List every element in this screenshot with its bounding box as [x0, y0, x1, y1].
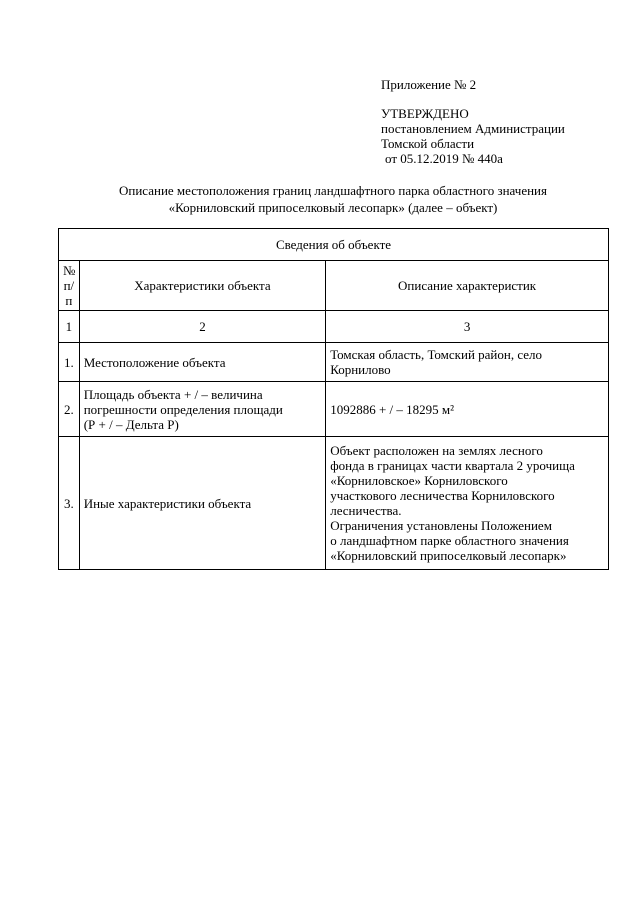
- description-line: о ландшафтном парке областного значения: [330, 533, 569, 548]
- table-row: [59, 382, 609, 437]
- description-line: «Корниловское» Корниловского: [330, 473, 508, 488]
- row-characteristic: Иные характеристики объекта: [79, 437, 326, 570]
- row-number: 2.: [59, 382, 80, 437]
- description-line: Объект расположен на землях лесного: [330, 443, 543, 458]
- document-title: [60, 182, 606, 216]
- column-header-number: № п/п: [59, 261, 80, 311]
- characteristic-line: Площадь объекта + / – величина: [83, 386, 263, 402]
- row-number: 1.: [59, 343, 80, 382]
- description-line: Ограничения установлены Положением: [330, 518, 552, 533]
- column-index-1: 1: [59, 311, 80, 343]
- title-line-2: «Корниловский припоселковый лесопарк» (далее – объект): [168, 200, 498, 215]
- column-header-description: Описание характеристик: [326, 261, 609, 311]
- approved-label: УТВЕРЖДЕНО: [381, 106, 469, 121]
- row-characteristic: Местоположение объекта: [79, 343, 326, 382]
- table-row: [59, 437, 609, 570]
- column-header-characteristic: Характеристики объекта: [79, 261, 326, 311]
- characteristic-line: погрешности определения площади: [83, 401, 283, 417]
- row-description: [326, 382, 609, 437]
- description-line: 1092886 + / – 18295 м²: [330, 401, 455, 417]
- characteristic-line: (Р + / – Дельта Р): [83, 416, 179, 432]
- column-index-3: 3: [326, 311, 609, 343]
- table-row: [59, 343, 609, 382]
- description-line: лесничества.: [330, 503, 402, 518]
- column-index-row: [59, 311, 609, 343]
- table-header: Сведения об объекте: [59, 229, 609, 261]
- row-description: [326, 343, 609, 382]
- approval-block: [381, 77, 621, 166]
- approved-region: Томской области: [381, 136, 475, 151]
- row-description: [326, 437, 609, 570]
- description-line: Корнилово: [330, 362, 391, 377]
- description-line: участкового лесничества Корниловского: [330, 488, 555, 503]
- object-info-table: [58, 228, 609, 570]
- approved-date-line: от 05.12.2019 № 440а: [385, 151, 503, 166]
- approved-by-line: постановлением Администрации: [381, 121, 565, 136]
- annex-number: Приложение № 2: [381, 77, 477, 92]
- row-characteristic: [79, 382, 326, 437]
- title-line-1: Описание местоположения границ ландшафтного парка областного значения: [119, 183, 547, 198]
- row-number: 3.: [59, 437, 80, 570]
- column-index-2: 2: [79, 311, 326, 343]
- column-header-row: [59, 261, 609, 311]
- description-line: «Корниловский припоселковый лесопарк»: [330, 548, 567, 563]
- description-line: фонда в границах части квартала 2 урочища: [330, 458, 575, 473]
- description-line: Томская область, Томский район, село: [330, 347, 543, 362]
- table-header-row: [59, 229, 609, 261]
